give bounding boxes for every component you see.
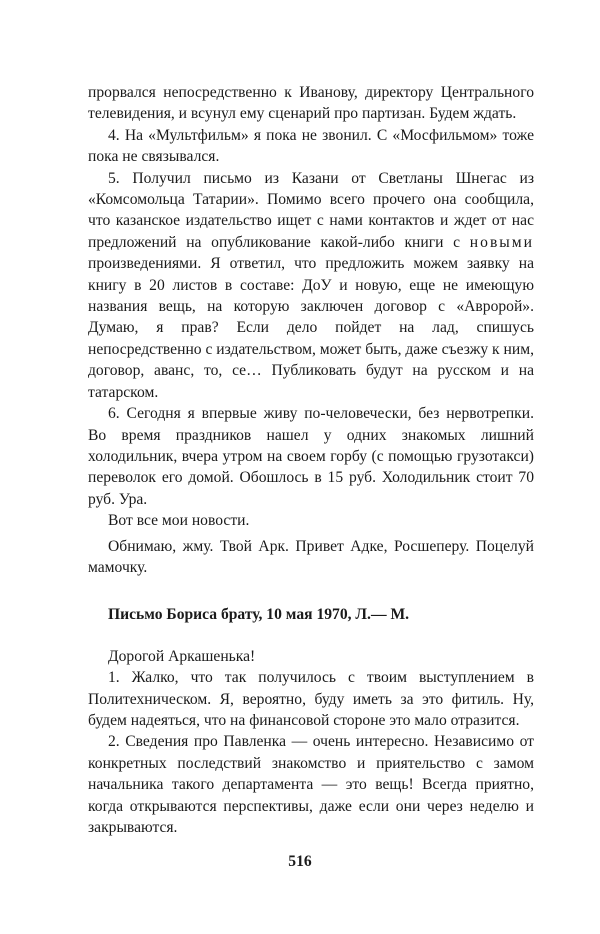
page-number: 516 — [288, 853, 312, 870]
paragraph-item-5-spaced-word: новыми — [469, 233, 534, 251]
paragraph-item-6: 6. Сегодня я впервые живу по-человечески, без нервотрепки. Во время праздников нашел у одних знакомых лишний холодильник, вчера утром на своем горбу (с помощью грузотакси) переволок его домой. Обошлось в 15 руб. Холодильник стоит 70 руб. Ура. — [88, 405, 534, 508]
paragraph-sign-off: Обнимаю, жму. Твой Арк. Привет Адке, Росшеперу. Поцелуй мамочку. — [88, 537, 534, 576]
paragraph-item-2: 2. Сведения про Павленка — очень интересно. Независимо от конкретных последствий знакомство и приятельство с замом начальника такого департамента — это вещь! Всегда приятно, когда открываются перспективы, даже если они через неделю и закрываются. — [88, 733, 534, 836]
paragraph-item-1: 1. Жалко, что так получилось с твоим выступлением в Политехническом. Я, вероятно, буду иметь за это фитиль. Ну, будем надеяться, что на финансовой стороне это мало отразится. — [88, 669, 534, 729]
salutation: Дорогой Аркашенька! — [108, 647, 256, 665]
paragraph-item-5-part-1: 5. Получил письмо из Казани от Светланы Шнегас из «Комсомольца Татарии». Помимо всего прочего она сообщила, что казанское издательство ищет с нами контактов и ждет от нас предложений на опубликование какой-либо книги с — [88, 169, 534, 251]
paragraph-news: Вот все мои новости. — [108, 512, 250, 530]
paragraph-item-4: 4. На «Мультфильм» я пока не звонил. С «Мосфильмом» тоже пока не связывался. — [88, 126, 534, 166]
letter-heading: Письмо Бориса брату, 10 мая 1970, Л.— М. — [108, 606, 410, 624]
paragraph-continuation: прорвался непосредственно к Иванову, директору Центрального телевидения, и всунул ему сценарий про партизан. Будем ждать. — [88, 84, 534, 123]
page-text — [88, 82, 534, 838]
paragraph-item-5 — [88, 168, 534, 403]
paragraph-item-5-part-2: произведениями. Я ответил, что предложить можем заявку на книгу в 20 листов в составе: ДоУ и новую, еще не имеющую названия вещь, на которую заключен договор с «Авророй». Думаю, я прав? Если дело пойдет на лад, спишусь непосредственно с издательством, может быть, даже съезжу к ним, договор, аванс, то, се… Публиковать будут на русском и на татарском. — [88, 255, 534, 401]
